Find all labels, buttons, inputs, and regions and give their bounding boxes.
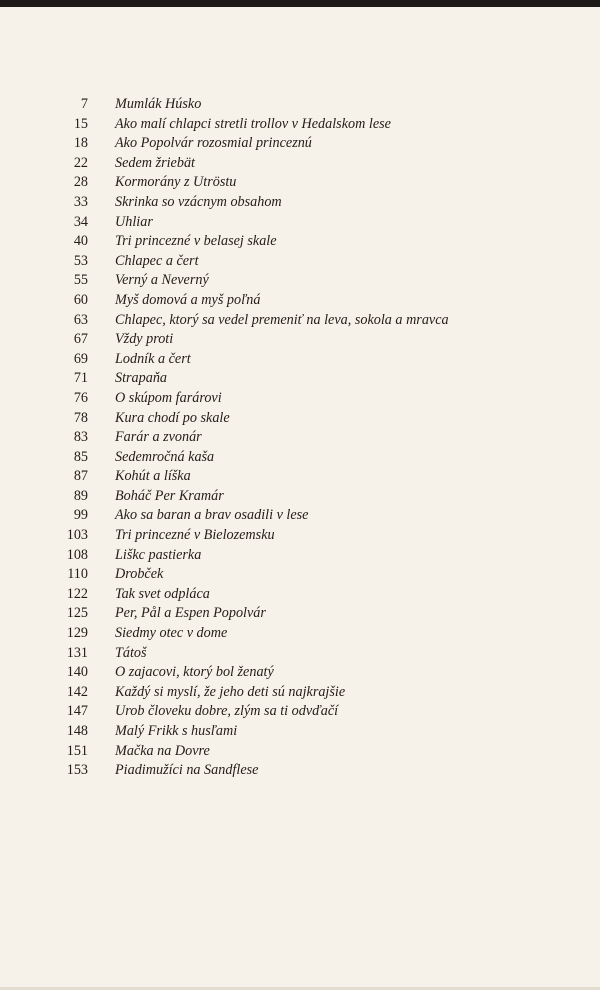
toc-entry [40, 232, 580, 252]
toc-entry [40, 663, 580, 683]
toc-title: Verný a Neverný [115, 272, 209, 289]
toc-entry [40, 624, 580, 644]
toc-page-number: 55 [73, 272, 88, 289]
toc-page-number: 28 [73, 174, 88, 191]
toc-entry [40, 722, 580, 742]
toc-title: Uhliar [115, 213, 153, 230]
toc-entry [40, 311, 580, 331]
toc-entry [40, 467, 580, 487]
toc-page-number: 76 [73, 389, 88, 406]
toc-title: Sedem žriebät [115, 154, 195, 171]
toc-title: Mumlák Húsko [115, 96, 202, 112]
toc-title: Chlapec a čert [115, 252, 199, 269]
toc-entry [40, 428, 580, 448]
toc-page-number: 147 [66, 703, 88, 720]
toc-entry [40, 271, 580, 291]
toc-page-number: 89 [73, 487, 88, 504]
toc-entry [40, 115, 580, 135]
toc-page-number: 34 [73, 213, 88, 230]
toc-title: Tri princezné v Bielozemsku [115, 527, 275, 544]
toc-title: Liškc pastierka [115, 546, 202, 563]
toc-entry [40, 330, 580, 350]
toc-page-number: 63 [73, 311, 88, 328]
toc-entry [40, 604, 580, 624]
toc-entry [40, 546, 580, 566]
toc-page-number: 87 [73, 468, 88, 485]
toc-entry [40, 585, 580, 605]
toc-title: Urob človeku dobre, zlým sa ti odvďačí [115, 703, 339, 720]
toc-page-number: 69 [73, 350, 88, 367]
toc-title: Kohút a líška [115, 468, 191, 485]
toc-entry [40, 252, 580, 272]
toc-page-number: 71 [73, 370, 88, 387]
toc-entry [40, 291, 580, 311]
toc-title: Ako sa baran a brav osadili v lese [115, 507, 309, 524]
toc-page-number: 15 [73, 115, 88, 132]
toc-entry [40, 409, 580, 429]
toc-title: Piadimužíci na Sandflese [115, 762, 259, 779]
table-of-contents [40, 95, 580, 781]
toc-page-number: 53 [73, 252, 88, 269]
toc-page-number: 153 [66, 762, 88, 779]
toc-title: Drobček [115, 566, 164, 583]
toc-title: Per, Pål a Espen Popolvár [115, 605, 266, 622]
toc-entry [40, 761, 580, 781]
toc-page-number: 33 [73, 193, 88, 210]
toc-title: O skúpom farárovi [115, 389, 222, 406]
toc-entry [40, 487, 580, 507]
toc-title: Tátoš [115, 644, 147, 661]
toc-page-number: 78 [73, 409, 88, 426]
toc-page-number: 18 [73, 135, 88, 152]
toc-page-number: 125 [66, 605, 88, 622]
toc-page-number: 129 [66, 625, 88, 642]
toc-entry [40, 644, 580, 664]
toc-entry [40, 448, 580, 468]
toc-title: Myš domová a myš poľná [115, 291, 261, 308]
toc-entry [40, 683, 580, 703]
toc-title: Tri princezné v belasej skale [115, 233, 277, 250]
toc-title: Sedemročná kaša [115, 448, 215, 465]
toc-title: Kormorány z Utröstu [115, 174, 237, 191]
toc-page-number: 148 [66, 723, 88, 739]
toc-title: Vždy proti [115, 331, 174, 348]
toc-entry [40, 565, 580, 585]
toc-page-number: 142 [66, 683, 88, 700]
toc-page-number: 22 [73, 154, 88, 171]
toc-page-number: 60 [73, 291, 88, 308]
toc-title: Kura chodí po skale [115, 409, 230, 426]
toc-page-number: 99 [73, 507, 88, 524]
toc-title: Siedmy otec v dome [115, 625, 228, 642]
toc-title: Ako Popolvár rozosmial princeznú [115, 135, 312, 152]
page-top-edge [0, 0, 600, 7]
toc-entry [40, 350, 580, 370]
toc-title: Každý si myslí, že jeho deti sú najkrajšie [115, 683, 346, 700]
toc-entry [40, 506, 580, 526]
toc-page-number: 140 [66, 664, 88, 681]
toc-title: Strapaňa [115, 370, 168, 387]
toc-page-number: 110 [67, 566, 88, 583]
toc-page-number: 40 [73, 233, 88, 250]
toc-entry [40, 389, 580, 409]
toc-title: Skrinka so vzácnym obsahom [115, 193, 282, 210]
toc-entry [40, 95, 580, 115]
toc-title: Lodník a čert [115, 350, 191, 367]
toc-entry [40, 702, 580, 722]
toc-page-number: 83 [73, 429, 88, 446]
toc-page-number: 131 [66, 644, 88, 661]
toc-entry [40, 369, 580, 389]
toc-entry [40, 213, 580, 233]
toc-entry [40, 526, 580, 546]
toc-title: Tak svet odpláca [115, 585, 210, 602]
toc-title: Farár a zvonár [115, 429, 202, 446]
toc-entry [40, 173, 580, 193]
toc-title: Mačka na Dovre [115, 742, 210, 759]
toc-entry [40, 154, 580, 174]
toc-page-number: 151 [66, 742, 88, 759]
toc-entry [40, 134, 580, 154]
toc-page-number: 67 [73, 331, 88, 348]
toc-entry [40, 193, 580, 213]
toc-title: Ako malí chlapci stretli trollov v Hedalskom lese [115, 115, 391, 132]
toc-title: Boháč Per Kramár [115, 487, 224, 504]
toc-title: Chlapec, ktorý sa vedel premeniť na leva, sokola a mravca [115, 311, 449, 328]
toc-page-number: 122 [66, 585, 88, 602]
toc-page-number: 85 [73, 448, 88, 465]
toc-title: O zajacovi, ktorý bol ženatý [115, 664, 274, 681]
toc-page-number: 103 [66, 527, 88, 544]
toc-entry [40, 742, 580, 762]
toc-page-number: 7 [80, 96, 88, 112]
toc-page-number: 108 [66, 546, 88, 563]
toc-title: Malý Frikk s husľami [115, 723, 238, 739]
